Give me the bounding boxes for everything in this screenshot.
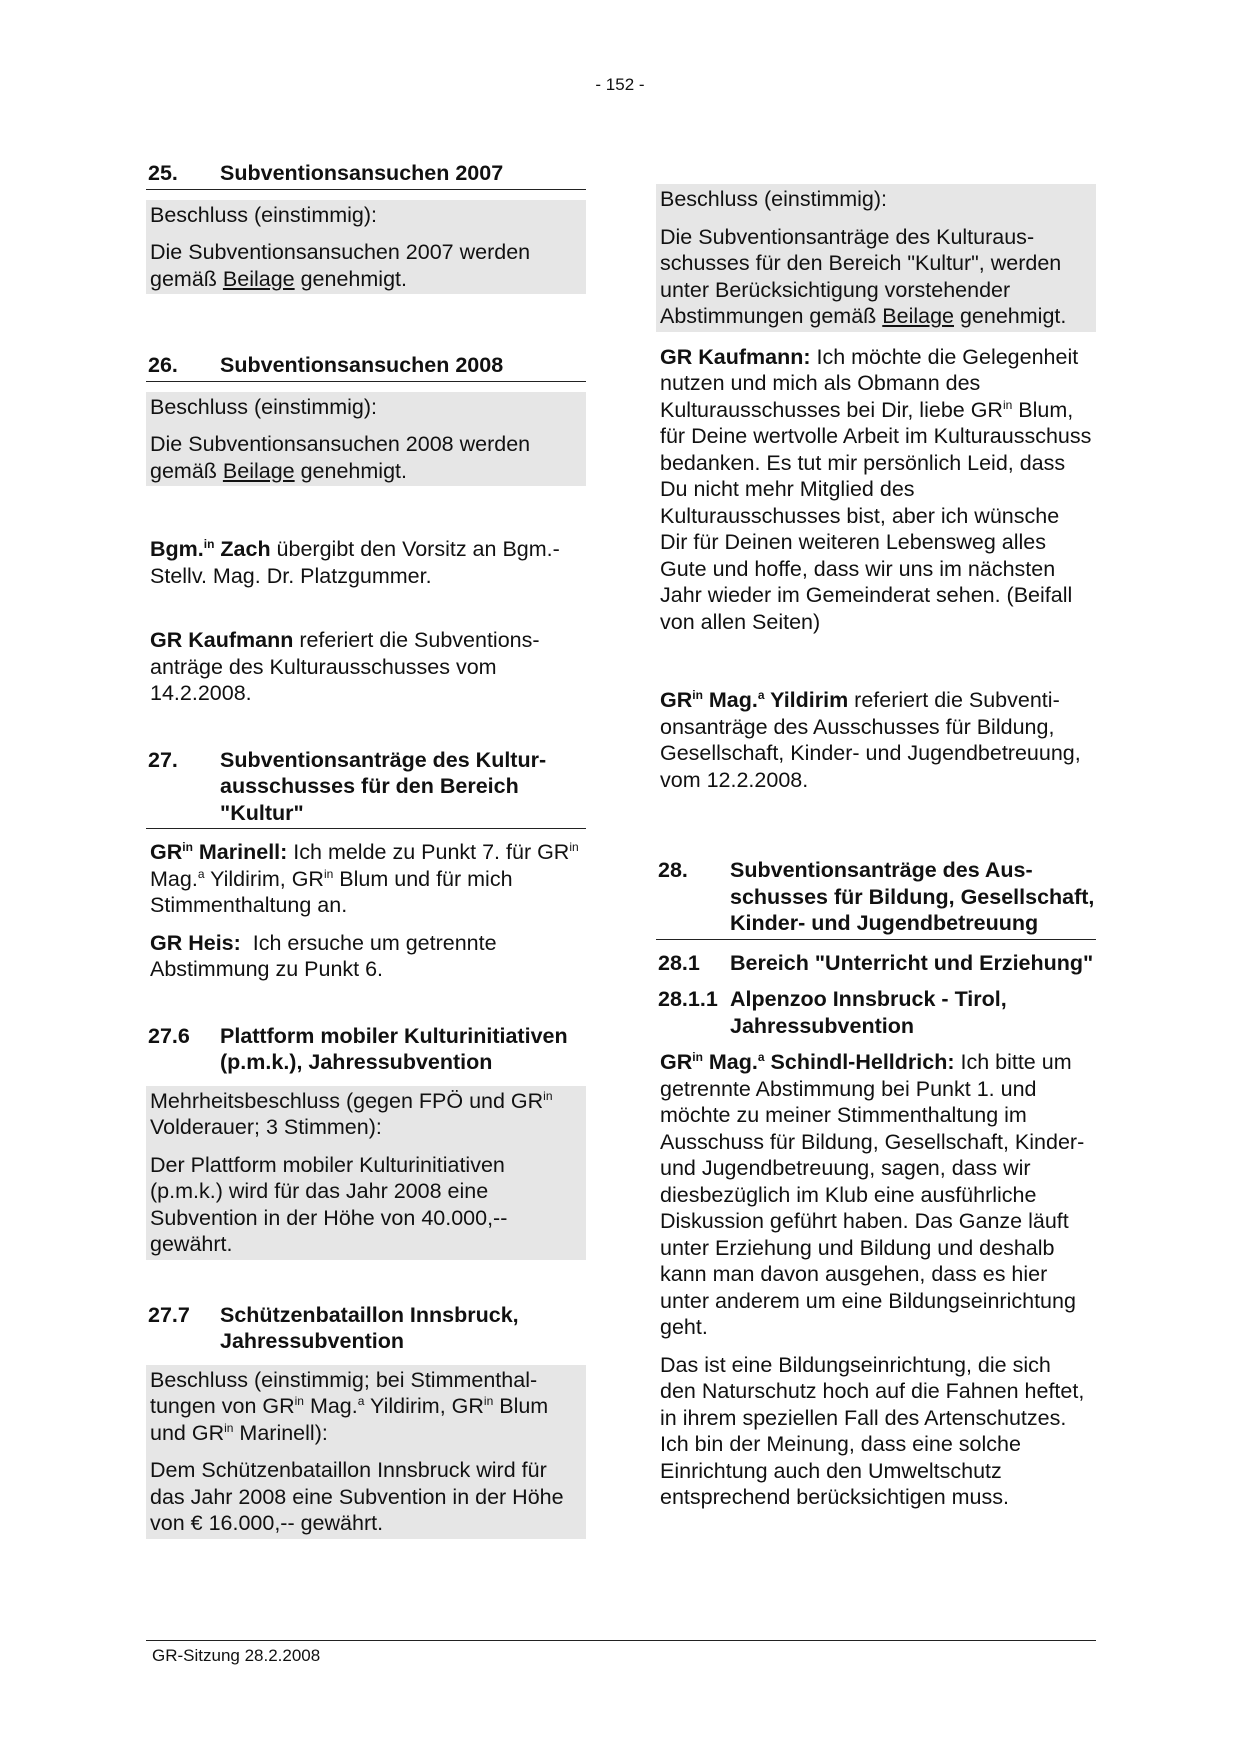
decision-text: Die Subventionsansuchen 2007 werden gemäß Beilage genehmigt. [150, 240, 531, 291]
section-title: Bereich "Unterricht und Erziehung" [730, 950, 1094, 975]
section-number: 28.1 [658, 950, 700, 975]
section-27-7-heading [146, 1302, 586, 1355]
decision-text: Der Plattform mobiler Kulturinitiativen (p.m.k.) wird für das Jahr 2008 eine Subvention in der Höhe von 40.000,-- gewährt. [150, 1152, 508, 1256]
decision-label: Beschluss (einstimmig): [150, 394, 377, 419]
decision-box [146, 1365, 586, 1539]
section-28-heading [656, 857, 1096, 940]
decision-label: Beschluss (einstimmig; bei Stimmenthaltungen von $GR^{in}$ Mag.$^a$ Yildirim, $GR^{in}$ Blum und $GR^{in}$ Marinell): [150, 1367, 549, 1445]
decision-box [656, 184, 1096, 332]
section-number: 28.1.1 [658, 987, 718, 1011]
decision-text: Dem Schützenbataillon Innsbruck wird für das Jahr 2008 eine Subvention in der Höhe von € 16.000,-- gewährt. [150, 1458, 564, 1535]
section-number: 27.7 [148, 1302, 190, 1327]
chair-handover-paragraph: Bgm.$^{in}$ Zach übergibt den Vorsitz an Bgm.-Stellv. Mag. Dr. Platzgummer. [150, 536, 560, 588]
section-25-heading [146, 160, 586, 190]
page-number: - 152 - [595, 75, 645, 94]
section-28-1-1-heading [656, 986, 1096, 1039]
section-26-heading [146, 352, 586, 382]
section-title: Subventionsanträge des Ausschusses für Bildung, Gesellschaft, Kinder- und Jugendbetreuung [730, 858, 1095, 935]
kaufmann-report-paragraph: GR Kaufmann referiert die Subventionsanträge des Kulturausschusses vom 14.2.2008. [150, 628, 540, 705]
section-title: Alpenzoo Innsbruck - Tirol, Jahressubvention [730, 987, 1007, 1038]
section-title: Plattform mobiler Kulturinitiativen (p.m.k.), Jahressubvention [220, 1023, 568, 1074]
footer-text: GR-Sitzung 28.2.2008 [152, 1646, 321, 1665]
section-27-6-heading [146, 1023, 586, 1076]
right-column [656, 184, 1096, 1511]
section-number: 27.6 [148, 1023, 190, 1048]
decision-box [146, 200, 586, 295]
decision-text: Die Subventionsanträge des Kulturausschusses für den Bereich "Kultur", werden unter Berücksichtigung vorstehender Abstimmungen gemäß Beilage genehmigt. [660, 224, 1067, 328]
section-number: 25. [148, 161, 178, 185]
schindl-helldrich-statement: $GR^{in}$ Mag.$^a$ Schindl-Helldrich: Ich bitte um getrennte Abstimmung bei Punkt 1. und möchte zu meiner Stimmenthaltung im Ausschuss für Bildung, Gesellschaft, Kinder- und Jugendbetreuung, sagen, dass wir diesbezüglich im Klub eine ausführliche Diskussion geführt haben. Das Ganze läuft unter Erziehung und Bildung und deshalb kann man davon ausgehen, dass es hier unter anderem um eine Bildungseinrichtung geht. [660, 1049, 1085, 1339]
heis-statement: GR Heis: Ich ersuche um getrennte Abstimmung zu Punkt 6. [150, 930, 502, 981]
section-title: Subventionsansuchen 2007 [220, 161, 504, 185]
decision-label: Beschluss (einstimmig): [150, 202, 377, 227]
left-column [146, 160, 586, 1539]
decision-label: Beschluss (einstimmig): [660, 187, 887, 211]
yildirim-report-paragraph: $GR^{in}$ Mag.$^a$ Yildirim referiert die Subventionsanträge des Ausschusses für Bildung, Gesellschaft, Kinder- und Jugendbetreuung, vom 12.2.2008. [660, 687, 1081, 792]
beilage-link[interactable]: Beilage [222, 266, 295, 291]
beilage-link[interactable]: Beilage [882, 304, 954, 328]
decision-label: Mehrheitsbeschluss (gegen FPÖ und $GR^{in}$ Volderauer; 3 Stimmen): [150, 1088, 553, 1139]
decision-box [146, 392, 586, 487]
footer-divider [146, 1640, 1096, 1641]
section-title: Subventionsanträge des Kulturausschusses für den Bereich "Kultur" [220, 747, 547, 825]
decision-box [146, 1086, 586, 1260]
section-number: 26. [148, 353, 178, 377]
section-number: 28. [658, 858, 688, 882]
section-number: 27. [148, 747, 178, 772]
section-title: Schützenbataillon Innsbruck, Jahressubvention [220, 1302, 519, 1353]
section-28-1-heading [656, 950, 1096, 977]
schindl-helldrich-statement-continued: Das ist eine Bildungseinrichtung, die sich den Naturschutz hoch auf die Fahnen heftet, in ihrem speziellen Fall des Artenschutzes. Ich bin der Meinung, dass eine solche Einrichtung auch den Umweltschutz entsprechend berücksichtigen muss. [660, 1352, 1085, 1509]
section-title: Subventionsansuchen 2008 [220, 353, 504, 377]
decision-text: Die Subventionsansuchen 2008 werden gemäß Beilage genehmigt. [150, 432, 531, 483]
beilage-link[interactable]: Beilage [222, 458, 295, 483]
section-27-heading [146, 747, 586, 830]
marinell-statement: $GR^{in}$ Marinell: Ich melde zu Punkt 7. für $GR^{in}$ Mag.$^a$ Yildirim, $GR^{in}$ Blum und für mich Stimmenthaltung an. [150, 839, 579, 917]
kaufmann-statement: GR Kaufmann: Ich möchte die Gelegenheit nutzen und mich als Obmann des Kulturausschusses bei Dir, liebe $GR^{in}$ Blum, für Deine wertvolle Arbeit im Kulturausschuss bedanken. Es tut mir persönlich Leid, dass Du nicht mehr Mitglied des Kulturausschusses bist, aber ich wünsche Dir für Deinen weiteren Lebensweg alles Gute und hoffe, dass wir uns im nächsten Jahr wieder im Gemeinderat sehen. (Beifall von allen Seiten) [660, 344, 1092, 634]
